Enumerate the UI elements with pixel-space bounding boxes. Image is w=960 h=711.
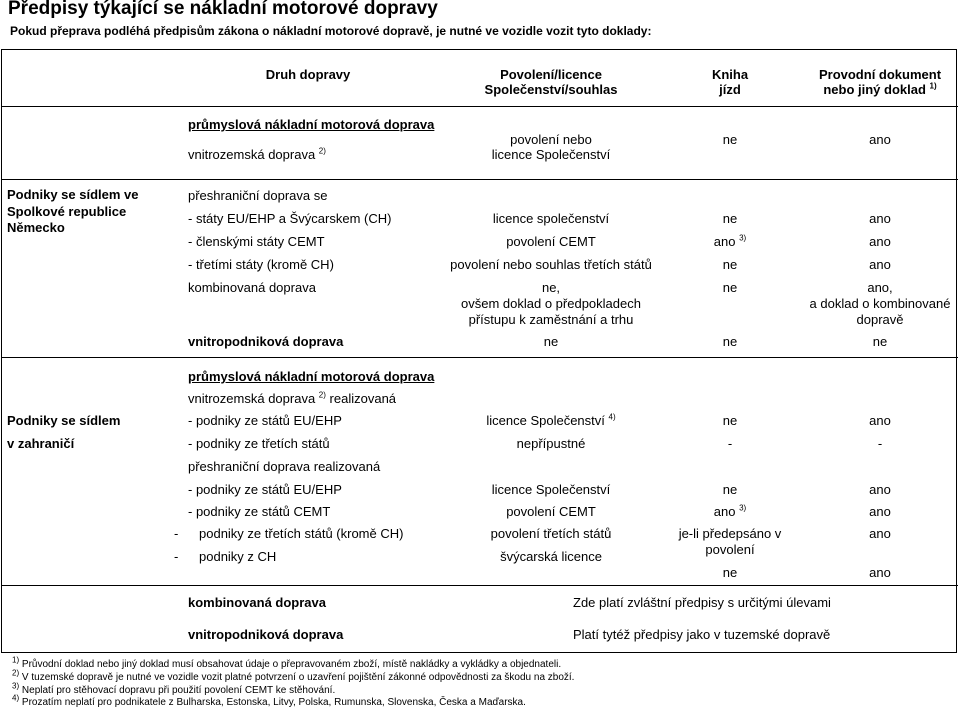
section3-row4-logbook: ano $^{3)}$ <box>713 503 747 519</box>
section3-row5-document: ano <box>869 526 891 541</box>
section3-row6-permit: švýcarská licence <box>500 549 602 564</box>
section2-row2-document: ano <box>869 234 891 249</box>
section2-row1-logbook: ne <box>722 211 738 226</box>
section2-side-line3: Německo <box>7 220 65 235</box>
section3-row2-document: - <box>877 436 883 451</box>
section3-row6-dash: - <box>174 549 179 564</box>
section3-domestic: vnitrozemská doprava $^{2)}$ realizovaná <box>188 390 397 406</box>
section2-row3-permit: povolení nebo souhlas třetích států <box>450 257 652 272</box>
header-document-line1: Provodní dokument <box>818 67 942 82</box>
section2-row3-logbook: ne <box>722 257 738 272</box>
section-divider-3 <box>2 585 958 586</box>
section1-domestic: vnitrozemská doprava $^{2)}$ <box>188 146 326 162</box>
section2-side-line2: Spolkové republice <box>7 204 127 219</box>
section2-row2-label: - členskými státy CEMT <box>188 234 325 249</box>
section3-side-line2: v zahraničí <box>7 436 75 451</box>
section3-row3-document: ano <box>869 482 891 497</box>
section2-side-line1: Podniky se sídlem ve <box>7 187 139 202</box>
section3-row4-label: - podniky ze států CEMT <box>188 504 331 519</box>
section1-permit-line1: povolení nebo <box>510 132 592 147</box>
section3-row1-document: ano <box>869 413 891 428</box>
section2-row1-document: ano <box>869 211 891 226</box>
section2-combined-logbook: ne <box>722 280 738 295</box>
header-transport-type: Druh dopravy <box>265 67 351 82</box>
section1-heading: průmyslová nákladní motorová doprava <box>188 117 435 132</box>
regulations-table <box>1 49 957 653</box>
page-subtitle: Pokud přeprava podléhá předpisům zákona o nákladní motorové dopravě, je nutné ve vozidle vozit tyto doklady: <box>10 24 652 38</box>
section4-combined-label: kombinovaná doprava <box>188 595 326 610</box>
header-logbook-line2: jízd <box>719 82 741 97</box>
section1-document: ano <box>869 132 891 147</box>
section3-row6-logbook: ne <box>722 565 738 580</box>
section3-row5-permit: povolení třetích států <box>490 526 612 541</box>
section3-heading: průmyslová nákladní motorová doprava <box>188 369 435 384</box>
section-divider-1 <box>2 179 958 180</box>
section3-row3-label: - podniky ze států EU/EHP <box>188 482 342 497</box>
section3-row2-permit: nepřípustné <box>516 436 586 451</box>
section2-combined-document-line3: dopravě <box>856 312 904 327</box>
section3-row6-document: ano <box>869 565 891 580</box>
section3-row1-label: - podniky ze států EU/EHP <box>188 413 342 428</box>
header-logbook-line1: Kniha <box>711 67 749 82</box>
section2-row2-permit: povolení CEMT <box>506 234 596 249</box>
section1-logbook: ne <box>722 132 738 147</box>
section2-row1-permit: licence společenství <box>492 211 610 226</box>
header-document-line2: nebo jiný doklad $^{1)}$ <box>823 81 937 97</box>
section3-row5-logbook-line2: povolení <box>705 542 755 557</box>
section3-row3-logbook: ne <box>722 482 738 497</box>
page-title: Předpisy týkající se nákladní motorové dopravy <box>8 0 438 19</box>
section3-row2-label: - podniky ze třetích států <box>188 436 330 451</box>
footnote-3: $^{3)}$ Neplatí pro stěhovací dopravu při použití povolení CEMT ke stěhování. <box>12 681 336 696</box>
section2-combined-permit-line3: přístupu k zaměstnání a trhu <box>468 312 634 327</box>
section2-row3-label: - třetími státy (kromě CH) <box>188 257 334 272</box>
section-divider-2 <box>2 357 958 358</box>
section2-intra-permit: ne <box>543 334 559 349</box>
section3-row1-logbook: ne <box>722 413 738 428</box>
section3-row4-permit: povolení CEMT <box>506 504 596 519</box>
section2-cross-border: přeshraniční doprava se <box>188 188 328 203</box>
section3-row2-logbook: - <box>727 436 733 451</box>
section3-row5-logbook-line1: je-li předepsáno v <box>678 526 782 541</box>
section3-row4-document: ano <box>869 504 891 519</box>
section2-intra-document: ne <box>872 334 888 349</box>
footnote-4: $^{4)}$ Prozatím neplatí pro podnikatele z Bulharska, Estonska, Litvy, Polska, Rumunska, Slovenska, Česka a Maďarska. <box>12 693 526 708</box>
section3-row3-permit: licence Společenství <box>491 482 611 497</box>
section4-intra-note: Platí tytéž předpisy jako v tuzemské dopravě <box>573 627 831 642</box>
footnote-1: $^{1)}$ Průvodní doklad nebo jiný doklad musí obsahovat údaje o přepravovaném zboží, místě nakládky a vykládky a objednateli. <box>12 655 562 670</box>
section2-combined-label: kombinovaná doprava <box>188 280 316 295</box>
section2-combined-permit-line2: ovšem doklad o předpokladech <box>461 296 641 311</box>
section2-combined-permit-line1: ne, <box>541 280 561 295</box>
footnote-2: $^{2)}$ V tuzemské dopravě je nutné ve vozidle vozit platné potvrzení o uzavření pojištění zákonné odpovědnosti za škodu na zboží. <box>12 668 575 683</box>
section1-permit-line2: licence Společenství <box>491 147 611 162</box>
section2-intra-logbook: ne <box>722 334 738 349</box>
section3-row5-dash: - <box>174 526 179 541</box>
header-permit-line2: Společenství/souhlas <box>484 82 618 97</box>
section4-intra-label: vnitropodniková doprava <box>188 627 344 642</box>
header-divider <box>2 106 958 107</box>
section4-combined-note: Zde platí zvláštní předpisy s určitými úlevami <box>573 595 831 610</box>
section2-row3-document: ano <box>869 257 891 272</box>
section3-cross-border: přeshraniční doprava realizovaná <box>188 459 381 474</box>
section2-row1-label: - státy EU/EHP a Švýcarskem (CH) <box>188 211 392 226</box>
section2-combined-document-line1: ano, <box>867 280 893 295</box>
section3-row5-label: podniky ze třetích států (kromě CH) <box>199 526 404 541</box>
header-permit-line1: Povolení/licence <box>500 67 602 82</box>
section2-row2-logbook: ano $^{3)}$ <box>713 233 747 249</box>
section2-combined-document-line2: a doklad o kombinované <box>809 296 951 311</box>
section2-intra-label: vnitropodniková doprava <box>188 334 344 349</box>
section3-row1-permit: licence Společenství $^{4)}$ <box>486 412 616 428</box>
section3-row6-label: podniky z CH <box>199 549 277 564</box>
section3-side-line1: Podniky se sídlem <box>7 413 121 428</box>
